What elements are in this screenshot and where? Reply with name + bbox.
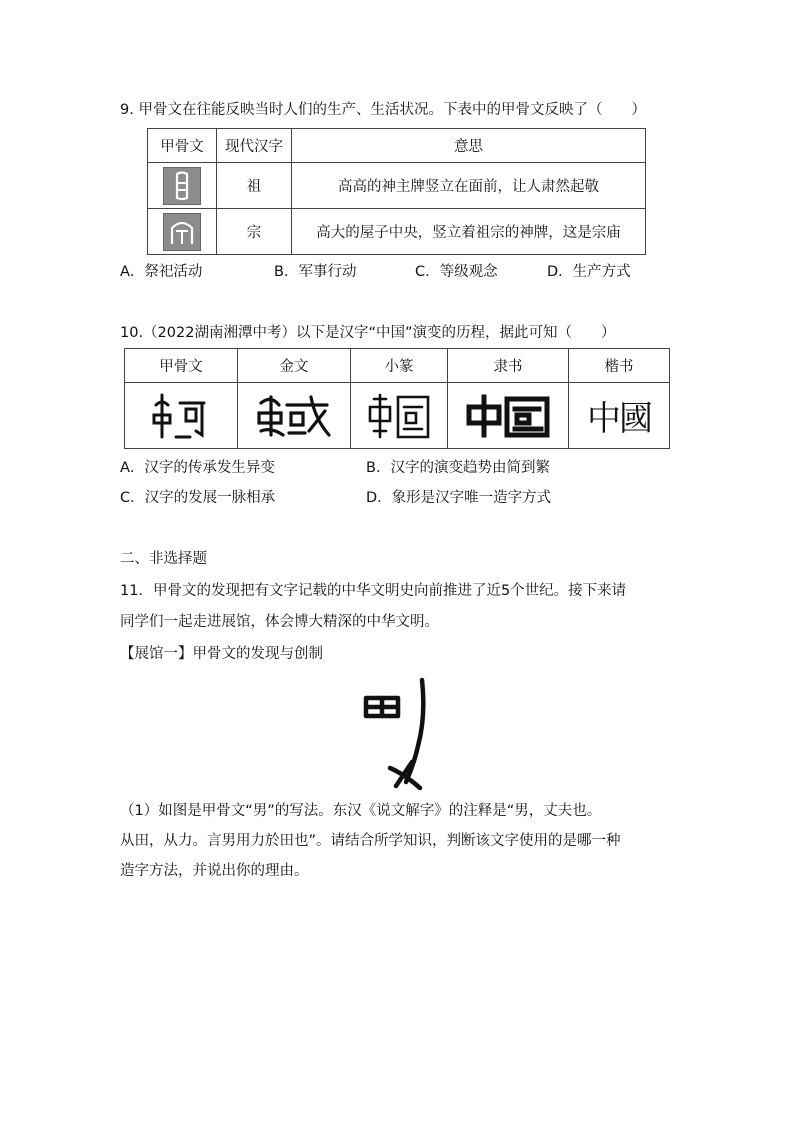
q9-option-b[interactable]: B．军事行动 [274, 264, 357, 280]
q9-row2-modern: 宗 [217, 209, 292, 255]
seal-zhongguo-glyph-icon [364, 391, 434, 441]
q11-sub1-line3: 造字方法，并说出你的理由。 [120, 863, 309, 879]
bronze-zhongguo-glyph-icon [249, 391, 339, 441]
q10-stem: 10.（2022湖南湘潭中考）以下是汉字“中国”演变的历程，据此可知（ ） [120, 325, 616, 341]
q10-option-d[interactable]: D．象形是汉字唯一造字方式 [366, 490, 552, 506]
q10-option-c[interactable]: C．汉字的发展一脉相承 [120, 490, 276, 506]
q10-header-clerical: 隶书 [448, 349, 569, 383]
q10-oracle-cell [125, 383, 238, 449]
q9-option-c[interactable]: C．等级观念 [415, 264, 498, 280]
q10-header-regular: 楷书 [569, 349, 670, 383]
q10-header-oracle: 甲骨文 [125, 349, 238, 383]
q10-bronze-cell [238, 383, 351, 449]
q9-row2-meaning: 高大的屋子中央，竖立着祖宗的神牌，这是宗庙 [292, 209, 646, 255]
hall1-heading: 【展馆一】甲骨文的发现与创制 [120, 646, 323, 662]
q9-option-d[interactable]: D．生产方式 [547, 264, 631, 280]
q10-header-seal: 小篆 [351, 349, 448, 383]
q9-row1-meaning: 高高的神主牌竖立在面前，让人肃然起敬 [292, 163, 646, 209]
q9-table [147, 128, 646, 255]
clerical-zhongguo-glyph-icon [463, 391, 553, 441]
q11-sub1-line1: （1）如图是甲骨文“男”的写法。东汉《说文解字》的注释是“男，丈夫也。 [120, 803, 602, 819]
q10-clerical-cell [448, 383, 569, 449]
q9-option-a[interactable]: A．祭祀活动 [120, 264, 203, 280]
q9-row1-glyph-cell [148, 163, 217, 209]
q10-table [124, 348, 670, 449]
q9-stem: 9. 甲骨文在往能反映当时人们的生产、生活状况。下表中的甲骨文反映了（ ） [120, 102, 646, 118]
q10-option-b[interactable]: B．汉字的演变趋势由简到繁 [366, 460, 550, 476]
q9-row1-modern: 祖 [217, 163, 292, 209]
section-title: 二、非选择题 [120, 551, 207, 567]
regular-zhongguo-glyph: 中國 [587, 399, 651, 439]
q10-option-a[interactable]: A．汉字的传承发生异变 [120, 460, 275, 476]
q9-header-modern: 现代汉字 [217, 129, 292, 163]
oracle-bone-zu-glyph-icon [163, 167, 201, 205]
oracle-bone-zong-glyph-icon [163, 213, 201, 251]
q11-line2: 同学们一起走进展馆，体会博大精深的中华文明。 [120, 614, 439, 630]
q9-header-meaning: 意思 [292, 129, 646, 163]
q11-sub1-line2: 从田，从力。言男用力於田也”。请结合所学知识，判断该文字使用的是哪一种 [120, 833, 621, 849]
q9-row2-glyph-cell [148, 209, 217, 255]
q11-line1: 11．甲骨文的发现把有文字记载的中华文明史向前推进了近5个世纪。接下来请 [120, 583, 627, 599]
q9-header-oracle: 甲骨文 [148, 129, 217, 163]
oracle-bone-nan-glyph-icon [360, 676, 440, 791]
q10-regular-cell [569, 383, 670, 449]
q10-seal-cell [351, 383, 448, 449]
q10-header-bronze: 金文 [238, 349, 351, 383]
oracle-zhongguo-glyph-icon [146, 391, 216, 441]
